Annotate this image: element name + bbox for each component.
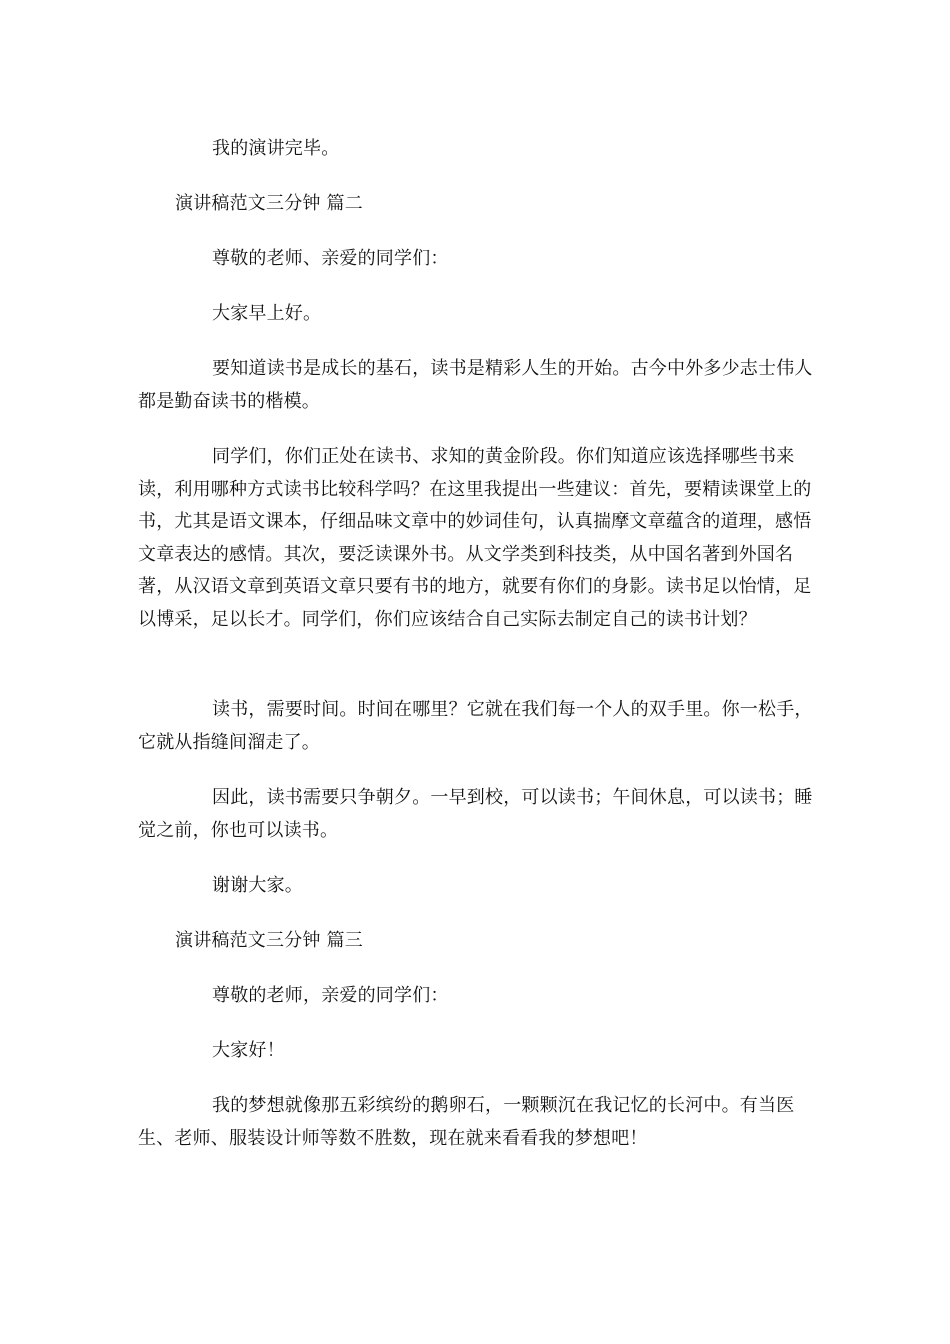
section-heading-2: 演讲稿范文三分钟 篇二 [175, 193, 363, 214]
salutation-paragraph: 尊敬的老师，亲爱的同学们： [212, 985, 449, 1006]
closing-paragraph: 我的演讲完毕。 [212, 138, 340, 159]
body-paragraph: 因此，读书需要只争朝夕。一早到校，可以读书；午间休息，可以读书；睡觉之前，你也可以读书。 [138, 787, 813, 841]
body-paragraph: 同学们，你们正处在读书、求知的黄金阶段。你们知道应该选择哪些书来读，利用哪种方式读书比较科学吗？在这里我提出一些建议：首先，要精读课堂上的书，尤其是语文课本，仔细品味文章中的妙词佳句，认真揣摩文章蕴含的道理，感悟文章表达的感情。其次，要泛读课外书。从文学类到科技类，从中国名著到外国名著，从汉语文章到英语文章只要有书的地方，就要有你们的身影。读书足以怡情，足以博采，足以长才。同学们，你们应该结合自己实际去制定自己的读书计划？ [138, 446, 812, 630]
body-paragraph: 要知道读书是成长的基石，读书是精彩人生的开始。古今中外多少志士伟人都是勤奋读书的楷模。 [138, 358, 813, 412]
greeting-paragraph: 大家好！ [212, 1040, 285, 1061]
closing-paragraph: 谢谢大家。 [212, 875, 303, 896]
salutation-paragraph: 尊敬的老师、亲爱的同学们： [212, 248, 449, 269]
greeting-paragraph: 大家早上好。 [212, 303, 322, 324]
body-paragraph: 我的梦想就像那五彩缤纷的鹅卵石，一颗颗沉在我记忆的长河中。有当医生、老师、服装设计师等数不胜数，现在就来看看我的梦想吧！ [138, 1095, 795, 1149]
body-paragraph: 读书，需要时间。时间在哪里？它就在我们每一个人的双手里。你一松手，它就从指缝间溜走了。 [138, 699, 813, 753]
section-heading-3: 演讲稿范文三分钟 篇三 [175, 930, 363, 951]
